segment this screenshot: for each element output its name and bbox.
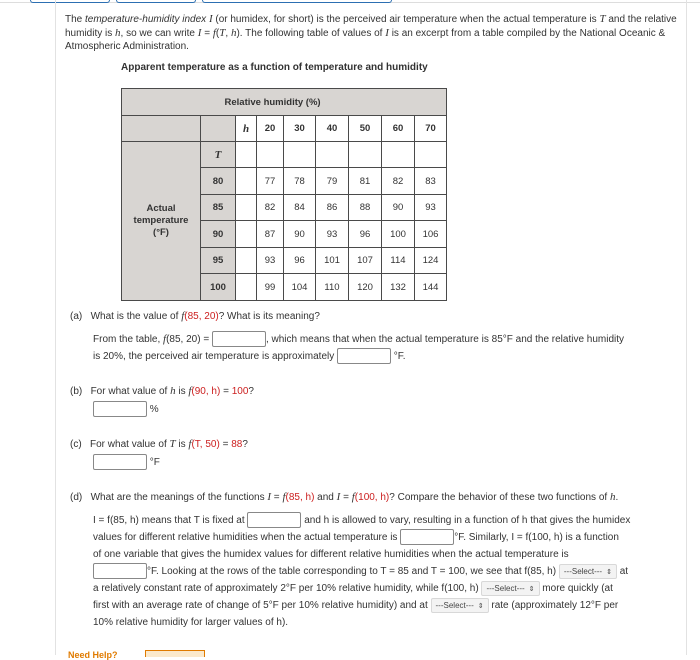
cell: 79 [316,168,349,195]
answer-b: % [93,401,678,418]
need-help-label: Need Help? [68,650,118,660]
cell: 104 [284,274,316,301]
hum-2: 40 [316,116,349,142]
temp-80: 80 [201,168,236,195]
row-label: Actual temperature (°F) [122,142,201,301]
cell: 78 [284,168,316,195]
cell: 107 [349,248,382,274]
question-d: (d) What are the meanings of the functions I = f(85, h) and I = f(100, h)? Compare the behavior of these two functions of h. [70,491,619,503]
cell: 83 [415,168,447,195]
header-blank [201,116,236,142]
chevron-updown-icon: ⇕ [606,568,612,576]
humidity-header: Relative humidity (%) [201,89,447,116]
cell: 87 [257,221,284,248]
cell: 144 [415,274,447,301]
top-tab-3[interactable] [202,0,392,3]
top-tab-1[interactable] [30,0,110,3]
cell: 124 [415,248,447,274]
content-right-border [686,0,687,655]
select-dropdown-3[interactable]: ---Select--- ⇕ [431,598,489,613]
content-left-border [55,0,56,655]
table-caption: Apparent temperature as a function of temperature and humidity [121,62,428,73]
temp-100: 100 [201,274,236,301]
cell: 99 [257,274,284,301]
cell: 84 [284,195,316,221]
cell: 82 [382,168,415,195]
cell: 96 [349,221,382,248]
hum-0: 20 [257,116,284,142]
hum-4: 60 [382,116,415,142]
answer-b-input[interactable] [93,401,147,417]
intro-paragraph: The temperature-humidity index I (or humidex, for short) is the perceived air temperature when the actual temperature is T and the relative humidity is h, so we can write I = f(T, h). The following table of values of I is an excerpt from a table compiled by the National Oceanic & Atmospheric Administration. [65,13,677,52]
cell: 81 [349,168,382,195]
cell: 101 [316,248,349,274]
humidex-table [121,88,447,301]
question-b: (b) For what value of h is f(90, h) = 100? [70,385,254,397]
table-corner [122,89,201,116]
select-dropdown-2[interactable]: ---Select--- ⇕ [481,581,539,596]
answer-c-input[interactable] [93,454,147,470]
cell: 93 [257,248,284,274]
cell: 77 [257,168,284,195]
temp-95: 95 [201,248,236,274]
answer-a-temp-input[interactable] [337,348,391,364]
answer-d: I = f(85, h) means that T is fixed at and h is allowed to vary, resulting in a function of h that gives the humidex values for different relative humidities when the actual temperature is °F. Similarly, I = f(100, h) is a function of one variable that gives the humidex values for different relative humidities when the actual temperature is °F. Looking at the rows of the table corresponding to T = 85 and T = 100, we see that f(85, h) ---Select--- ⇕ at a relatively constant rate of approximately 2°F per 10% relative humidity, while f(100, h) ---Select--- ⇕ more quickly (at first with an average rate of change of 5°F per 10% relative humidity) and at ---Select--- ⇕ rate (approximately 12°F per 10% relative humidity for larger values of h). [93,512,678,631]
cell: 88 [349,195,382,221]
hum-3: 50 [349,116,382,142]
temp-90: 90 [201,221,236,248]
select-dropdown-1[interactable]: ---Select--- ⇕ [559,564,617,579]
cell: 120 [349,274,382,301]
question-c: (c) For what value of T is f(T, 50) = 88? [70,438,248,450]
cell: 90 [382,195,415,221]
cell: 93 [415,195,447,221]
answer-d-temp2-input[interactable] [400,529,454,545]
cell: 106 [415,221,447,248]
cell: 132 [382,274,415,301]
chevron-updown-icon: ⇕ [528,585,535,593]
cell: 93 [316,221,349,248]
temp-85: 85 [201,195,236,221]
h-label: h [242,122,250,135]
read-it-button[interactable] [145,650,205,657]
cell: 82 [257,195,284,221]
cell: 96 [284,248,316,274]
cell: 86 [316,195,349,221]
chevron-updown-icon: ⇕ [477,602,484,610]
top-tab-2[interactable] [116,0,196,3]
hum-1: 30 [284,116,316,142]
answer-a-value-input[interactable] [212,331,266,347]
cell: 114 [382,248,415,274]
question-a: (a) What is the value of f(85, 20)? What is its meaning? [70,310,320,322]
cell: 90 [284,221,316,248]
answer-d-temp3-input[interactable] [93,563,147,579]
answer-c: °F [93,454,678,471]
cell: 100 [382,221,415,248]
row-label-top [122,116,201,142]
answer-d-temp1-input[interactable] [247,512,301,528]
hum-5: 70 [415,116,447,142]
answer-a: From the table, f(85, 20) = , which means that when the actual temperature is 85°F and the relative humidity is 20%, the perceived air temperature is approximately °F. [93,331,678,365]
t-label: T [214,148,222,161]
cell: 110 [316,274,349,301]
